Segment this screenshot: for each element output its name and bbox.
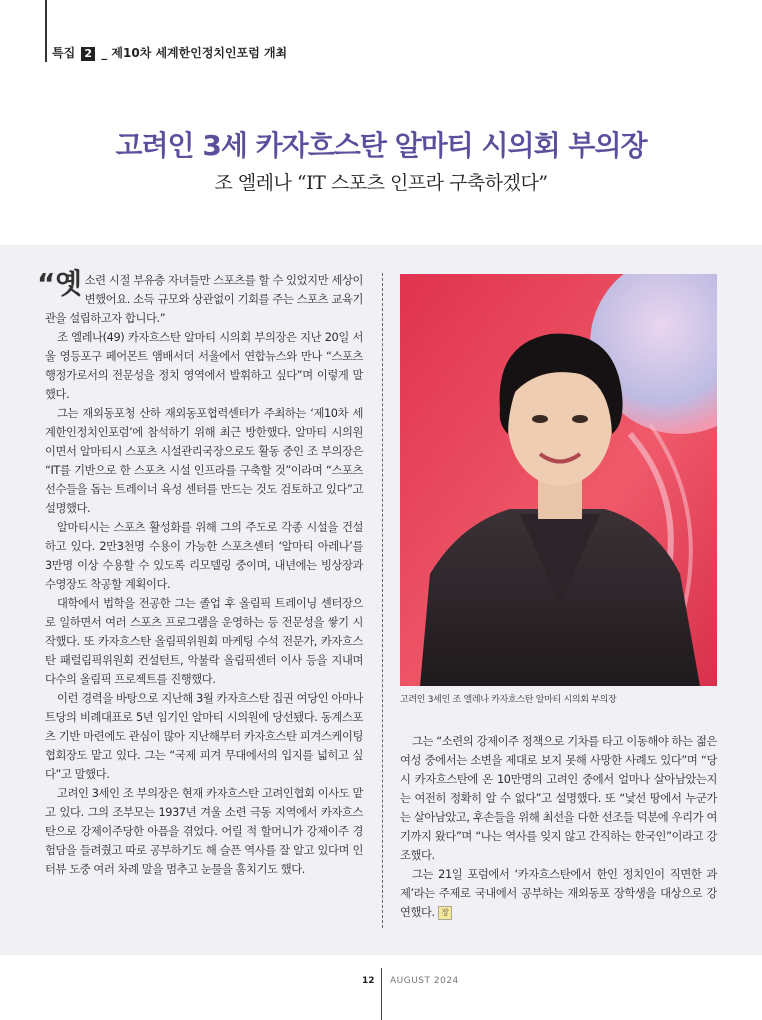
footer-rule <box>381 968 382 1020</box>
issue-date: AUGUST 2024 <box>390 976 459 986</box>
body-paragraph: 조 엘레나(49) 카자흐스탄 알마티 시의회 부의장은 지난 20일 서울 영등포구 페어몬트 앰배서더 서울에서 연합뉴스와 만나 “스포츠 행정가로서의 전문성을 정치 영역에서 발휘하고 싶다”며 이렇게 말했다. <box>45 331 363 401</box>
portrait-photo <box>400 274 717 686</box>
body-paragraph: 그는 “소련의 강제이주 정책으로 기차를 타고 이동해야 하는 젊은 여성 중에서는 소변을 제대로 보지 못해 사망한 사례도 있다”며 “당시 카자흐스탄에 온 10만명의 고려인 중에서 얼마나 살아남았는지는 여전히 정확히 알 수 없다”고 설명했다. 또 “낯선 땅에서 누군가는 살아남았고, 후손들을 위해 최선을 다한 선조들 덕분에 우리가 여기까지 왔다”며 “나는 역사를 잊지 않고 간직하는 한국인”이라고 강조했다. <box>400 735 717 862</box>
body-paragraph: 그는 재외동포청 산하 재외동포협력센터가 주최하는 ‘제10차 세계한인정치인포럼’에 참석하기 위해 최근 방한했다. 알마티 시의원이면서 알마티시 스포츠 시설관리국장으로도 활동 중인 조 부의장은 “IT를 기반으로 한 스포츠 시설 인프라를 구축할 것”이라며 “스포츠 선수들을 돕는 트레이너 육성 센터를 만드는 것도 검토하고 있다”고 설명했다. <box>45 407 363 515</box>
section-title: _ 제10차 세계한인정치인포럼 개최 <box>101 46 288 60</box>
column-divider <box>382 273 383 928</box>
article-subheadline: 조 엘레나 “IT 스포츠 인프라 구축하겠다” <box>214 172 548 194</box>
section-label <box>52 44 287 61</box>
header-rule <box>45 0 47 62</box>
closing-text: 그는 21일 포럼에서 ‘카자흐스탄에서 한인 정치인이 직면한 과제’라는 주제로 국내에서 공부하는 재외동포 장학생을 대상으로 강연했다. <box>400 868 717 919</box>
body-paragraph: 이런 경력을 바탕으로 지난해 3월 카자흐스탄 집권 여당인 아마나트당의 비례대표로 5년 임기인 알마티 시의원에 당선됐다. 동계스포츠 기반 마련에도 관심이 많아 지난해부터 카자흐스탄 피겨스케이팅협회장도 맡고 있다. 그는 “국제 피겨 무대에서의 입지를 넓히고 싶다”고 말했다. <box>45 692 363 781</box>
left-column <box>37 267 363 879</box>
body-paragraph: 대학에서 법학을 전공한 그는 졸업 후 올림픽 트레이닝 센터장으로 일하면서 여러 스포츠 프로그램을 운영하는 등 전문성을 쌓기 시작했다. 또 카자흐스탄 올림픽위원회 마케팅 수석 전문가, 카자흐스탄 패럴림픽위원회 컨설턴트, 악불락 올림픽센터 이사 등을 지내며 다수의 올림픽 프로젝트를 진행했다. <box>45 597 363 686</box>
body-paragraph: 알마티시는 스포츠 활성화를 위해 그의 주도로 각종 시설을 건설하고 있다. 2만3천명 수용이 가능한 스포츠센터 ‘알마티 아레나’를 3만명 이상 수용할 수 있도록 리모델링 중이며, 내년에는 빙상장과 수영장도 착공할 계획이다. <box>45 521 363 591</box>
page-number: 12 <box>362 976 375 986</box>
right-column <box>400 732 717 922</box>
section-number-badge: 2 <box>81 47 95 61</box>
end-mark-icon: 장 <box>438 906 452 920</box>
lead-text: 소련 시절 부유층 자녀들만 스포츠를 할 수 있었지만 세상이 변했어요. 소득 규모와 상관없이 기회를 주는 스포츠 교육기관을 설립하고자 합니다.” <box>45 274 363 325</box>
section-prefix: 특집 <box>52 46 76 60</box>
drop-cap: “옛 <box>37 267 82 300</box>
portrait-illustration <box>400 274 717 686</box>
lead-paragraph <box>37 267 363 328</box>
photo-caption: 고려인 3세인 조 엘레나 카자흐스탄 알마티 시의회 부의장 <box>400 695 617 705</box>
body-paragraph <box>400 865 717 922</box>
body-paragraph: 고려인 3세인 조 부의장은 현재 카자흐스탄 고려인협회 이사도 맡고 있다. 그의 조부모는 1937년 겨울 소련 극동 지역에서 카자흐스탄으로 강제이주당한 아픔을 겪었다. 어릴 적 할머니가 강제이주 경험담을 들려줬고 따로 공부하기도 해 슬픈 역사를 잘 알고 있다며 인터뷰 도중 여러 차례 말을 멈추고 눈물을 훔치기도 했다. <box>45 787 363 876</box>
article-headline: 고려인 3세 카자흐스탄 알마티 시의회 부의장 <box>115 129 647 162</box>
